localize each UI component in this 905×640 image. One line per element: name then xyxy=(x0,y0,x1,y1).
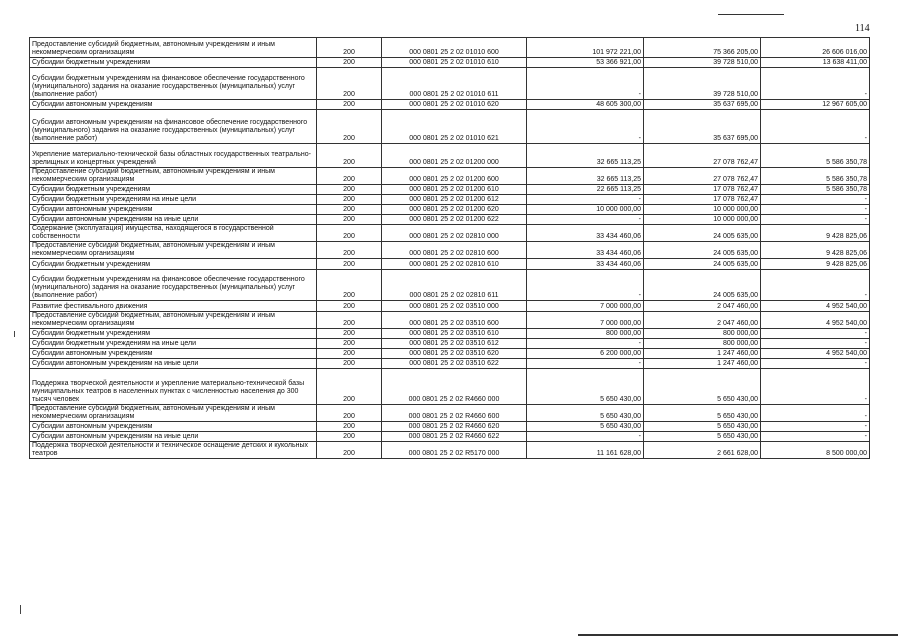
table-row xyxy=(30,432,870,442)
row-value-3: 9 428 825,06 xyxy=(761,225,870,242)
row-value-2: 24 005 635,00 xyxy=(644,242,761,259)
table-row xyxy=(30,270,870,301)
row-value-1: - xyxy=(527,110,644,144)
row-kvr: 200 xyxy=(317,242,382,259)
row-code: 000 0801 25 2 02 02810 600 xyxy=(382,242,527,259)
row-kvr: 200 xyxy=(317,168,382,185)
row-kvr: 200 xyxy=(317,442,382,459)
row-value-1: 32 665 113,25 xyxy=(527,168,644,185)
row-code: 000 0801 25 2 02 01200 000 xyxy=(382,144,527,168)
row-name: Субсидии бюджетным учреждениям на финансовое обеспечение государственного (муниципального) задания на оказание государственных (муниципальных) услуг (выполнение работ) xyxy=(30,68,317,100)
row-value-3: 4 952 540,00 xyxy=(761,349,870,359)
row-code: 000 0801 25 2 02 03510 612 xyxy=(382,339,527,349)
row-value-2: 10 000 000,00 xyxy=(644,205,761,215)
row-code: 000 0801 25 2 02 R4660 620 xyxy=(382,422,527,432)
row-value-3: - xyxy=(761,270,870,301)
row-name: Субсидии бюджетным учреждениям xyxy=(30,185,317,195)
row-value-3: 9 428 825,06 xyxy=(761,259,870,270)
row-code: 000 0801 25 2 02 01010 600 xyxy=(382,38,527,58)
row-value-3: - xyxy=(761,422,870,432)
row-code: 000 0801 25 2 02 R5170 000 xyxy=(382,442,527,459)
row-name: Субсидии бюджетным учреждениям на финансовое обеспечение государственного (муниципального) задания на оказание государственных (муниципальных) услуг (выполнение работ) xyxy=(30,270,317,301)
row-name: Предоставление субсидий бюджетным, автономным учреждениям и иным некоммерческим организациям xyxy=(30,242,317,259)
row-value-3: - xyxy=(761,359,870,369)
table-row xyxy=(30,195,870,205)
row-value-1: 32 665 113,25 xyxy=(527,144,644,168)
row-kvr: 200 xyxy=(317,144,382,168)
budget-table xyxy=(29,37,870,459)
row-name: Предоставление субсидий бюджетным, автономным учреждениям и иным некоммерческим организациям xyxy=(30,312,317,329)
row-value-2: 39 728 510,00 xyxy=(644,68,761,100)
table-row xyxy=(30,144,870,168)
footer-rule xyxy=(578,634,898,636)
row-value-3: 8 500 000,00 xyxy=(761,442,870,459)
row-name: Субсидии автономным учреждениям xyxy=(30,349,317,359)
row-name: Субсидии автономным учреждениям xyxy=(30,100,317,110)
row-value-3: 5 586 350,78 xyxy=(761,168,870,185)
table-row xyxy=(30,242,870,259)
row-value-1: 800 000,00 xyxy=(527,329,644,339)
row-value-1: 6 200 000,00 xyxy=(527,349,644,359)
table-row xyxy=(30,225,870,242)
row-kvr: 200 xyxy=(317,110,382,144)
row-value-2: 35 637 695,00 xyxy=(644,110,761,144)
row-value-3: - xyxy=(761,195,870,205)
row-name: Предоставление субсидий бюджетным, автономным учреждениям и иным некоммерческим организациям xyxy=(30,168,317,185)
row-name: Субсидии автономным учреждениям на иные цели xyxy=(30,215,317,225)
table-row xyxy=(30,301,870,312)
row-value-3: - xyxy=(761,205,870,215)
row-name: Развитие фестивального движения xyxy=(30,301,317,312)
row-value-2: 24 005 635,00 xyxy=(644,259,761,270)
table-row xyxy=(30,100,870,110)
row-kvr: 200 xyxy=(317,215,382,225)
row-code: 000 0801 25 2 02 01010 621 xyxy=(382,110,527,144)
row-value-3: 12 967 605,00 xyxy=(761,100,870,110)
row-value-2: 27 078 762,47 xyxy=(644,144,761,168)
row-value-2: 75 366 205,00 xyxy=(644,38,761,58)
row-value-2: 35 637 695,00 xyxy=(644,100,761,110)
row-value-3: 4 952 540,00 xyxy=(761,301,870,312)
row-value-1: 10 000 000,00 xyxy=(527,205,644,215)
row-value-3: - xyxy=(761,369,870,405)
table-row xyxy=(30,215,870,225)
row-value-2: 2 047 460,00 xyxy=(644,301,761,312)
row-value-3: 4 952 540,00 xyxy=(761,312,870,329)
row-value-2: 24 005 635,00 xyxy=(644,270,761,301)
row-kvr: 200 xyxy=(317,68,382,100)
row-value-1: 101 972 221,00 xyxy=(527,38,644,58)
row-kvr: 200 xyxy=(317,301,382,312)
row-kvr: 200 xyxy=(317,329,382,339)
row-value-3: 9 428 825,06 xyxy=(761,242,870,259)
table-row xyxy=(30,68,870,100)
table-row xyxy=(30,312,870,329)
row-kvr: 200 xyxy=(317,405,382,422)
row-value-2: 5 650 430,00 xyxy=(644,369,761,405)
table-row xyxy=(30,422,870,432)
row-code: 000 0801 25 2 02 R4660 000 xyxy=(382,369,527,405)
row-value-2: 5 650 430,00 xyxy=(644,422,761,432)
table-row xyxy=(30,185,870,195)
row-value-1: 5 650 430,00 xyxy=(527,405,644,422)
row-kvr: 200 xyxy=(317,58,382,68)
row-name: Предоставление субсидий бюджетным, автономным учреждениям и иным некоммерческим организациям xyxy=(30,405,317,422)
row-value-3: - xyxy=(761,339,870,349)
row-name: Субсидии автономным учреждениям на иные цели xyxy=(30,359,317,369)
margin-mark xyxy=(20,605,21,614)
table-row xyxy=(30,205,870,215)
row-kvr: 200 xyxy=(317,369,382,405)
row-value-1: 11 161 628,00 xyxy=(527,442,644,459)
row-name: Субсидии бюджетным учреждениям на иные цели xyxy=(30,195,317,205)
row-value-2: 27 078 762,47 xyxy=(644,168,761,185)
row-value-1: 33 434 460,06 xyxy=(527,225,644,242)
row-code: 000 0801 25 2 02 R4660 600 xyxy=(382,405,527,422)
row-name: Субсидии автономным учреждениям xyxy=(30,422,317,432)
row-code: 000 0801 25 2 02 02810 000 xyxy=(382,225,527,242)
table-row xyxy=(30,259,870,270)
row-kvr: 200 xyxy=(317,205,382,215)
row-value-2: 17 078 762,47 xyxy=(644,195,761,205)
row-value-1: - xyxy=(527,215,644,225)
row-value-3: - xyxy=(761,68,870,100)
row-code: 000 0801 25 2 02 02810 611 xyxy=(382,270,527,301)
row-name: Субсидии бюджетным учреждениям xyxy=(30,329,317,339)
row-code: 000 0801 25 2 02 01200 610 xyxy=(382,185,527,195)
row-value-1: - xyxy=(527,270,644,301)
row-value-1: - xyxy=(527,339,644,349)
row-value-2: 39 728 510,00 xyxy=(644,58,761,68)
row-name: Субсидии бюджетным учреждениям xyxy=(30,58,317,68)
header-rule xyxy=(718,14,784,15)
row-kvr: 200 xyxy=(317,359,382,369)
row-kvr: 200 xyxy=(317,225,382,242)
row-value-2: 1 247 460,00 xyxy=(644,359,761,369)
row-name: Поддержка творческой деятельности и техническое оснащение детских и кукольных театров xyxy=(30,442,317,459)
row-name: Предоставление субсидий бюджетным, автономным учреждениям и иным некоммерческим организациям xyxy=(30,38,317,58)
row-value-1: 7 000 000,00 xyxy=(527,301,644,312)
row-value-1: - xyxy=(527,195,644,205)
row-kvr: 200 xyxy=(317,38,382,58)
table-row xyxy=(30,58,870,68)
table-row xyxy=(30,329,870,339)
row-value-3: - xyxy=(761,329,870,339)
page-number: 114 xyxy=(855,23,870,34)
table-row xyxy=(30,442,870,459)
row-value-3: 26 606 016,00 xyxy=(761,38,870,58)
table-row xyxy=(30,110,870,144)
margin-mark xyxy=(14,331,15,337)
row-value-2: 2 661 628,00 xyxy=(644,442,761,459)
row-value-2: 800 000,00 xyxy=(644,339,761,349)
row-value-1: 53 366 921,00 xyxy=(527,58,644,68)
row-kvr: 200 xyxy=(317,259,382,270)
table-row xyxy=(30,405,870,422)
row-code: 000 0801 25 2 02 01200 612 xyxy=(382,195,527,205)
row-value-1: 5 650 430,00 xyxy=(527,422,644,432)
row-name: Поддержка творческой деятельности и укрепление материально-технической базы муниципальных театров в населенных пунктах с численностью населения до 300 тысяч человек xyxy=(30,369,317,405)
row-value-1: 48 605 300,00 xyxy=(527,100,644,110)
row-value-3: - xyxy=(761,110,870,144)
row-kvr: 200 xyxy=(317,349,382,359)
row-value-1: - xyxy=(527,432,644,442)
row-value-1: - xyxy=(527,68,644,100)
row-kvr: 200 xyxy=(317,270,382,301)
row-value-1: 22 665 113,25 xyxy=(527,185,644,195)
row-name: Содержание (эксплуатация) имущества, находящегося в государственной собственности xyxy=(30,225,317,242)
row-value-3: - xyxy=(761,432,870,442)
row-value-2: 1 247 460,00 xyxy=(644,349,761,359)
row-kvr: 200 xyxy=(317,312,382,329)
row-kvr: 200 xyxy=(317,100,382,110)
row-value-2: 5 650 430,00 xyxy=(644,432,761,442)
row-kvr: 200 xyxy=(317,422,382,432)
row-code: 000 0801 25 2 02 01010 611 xyxy=(382,68,527,100)
row-value-2: 10 000 000,00 xyxy=(644,215,761,225)
row-name: Субсидии автономным учреждениям на иные цели xyxy=(30,432,317,442)
row-code: 000 0801 25 2 02 03510 620 xyxy=(382,349,527,359)
row-value-2: 5 650 430,00 xyxy=(644,405,761,422)
row-kvr: 200 xyxy=(317,185,382,195)
row-code: 000 0801 25 2 02 02810 610 xyxy=(382,259,527,270)
row-value-3: 5 586 350,78 xyxy=(761,185,870,195)
row-value-1: 5 650 430,00 xyxy=(527,369,644,405)
row-value-1: 33 434 460,06 xyxy=(527,259,644,270)
table-row xyxy=(30,38,870,58)
row-value-1: 7 000 000,00 xyxy=(527,312,644,329)
row-code: 000 0801 25 2 02 03510 000 xyxy=(382,301,527,312)
table-row xyxy=(30,339,870,349)
row-name: Субсидии бюджетным учреждениям на иные цели xyxy=(30,339,317,349)
table-row xyxy=(30,349,870,359)
table-row xyxy=(30,168,870,185)
row-name: Субсидии автономным учреждениям на финансовое обеспечение государственного (муниципального) задания на оказание государственных (муниципальных) услуг (выполнение работ) xyxy=(30,110,317,144)
table-row xyxy=(30,369,870,405)
row-value-2: 800 000,00 xyxy=(644,329,761,339)
row-code: 000 0801 25 2 02 01010 610 xyxy=(382,58,527,68)
row-code: 000 0801 25 2 02 03510 600 xyxy=(382,312,527,329)
row-name: Субсидии бюджетным учреждениям xyxy=(30,259,317,270)
row-value-3: - xyxy=(761,405,870,422)
row-code: 000 0801 25 2 02 03510 622 xyxy=(382,359,527,369)
row-value-3: - xyxy=(761,215,870,225)
row-value-3: 5 586 350,78 xyxy=(761,144,870,168)
row-code: 000 0801 25 2 02 01200 600 xyxy=(382,168,527,185)
table-row xyxy=(30,359,870,369)
row-name: Укрепление материально-технической базы областных государственных театрально-зрелищных и концертных учреждений xyxy=(30,144,317,168)
row-value-2: 2 047 460,00 xyxy=(644,312,761,329)
row-code: 000 0801 25 2 02 R4660 622 xyxy=(382,432,527,442)
row-name: Субсидии автономным учреждениям xyxy=(30,205,317,215)
row-value-2: 17 078 762,47 xyxy=(644,185,761,195)
row-code: 000 0801 25 2 02 01200 620 xyxy=(382,205,527,215)
row-code: 000 0801 25 2 02 01200 622 xyxy=(382,215,527,225)
row-code: 000 0801 25 2 02 01010 620 xyxy=(382,100,527,110)
row-value-1: - xyxy=(527,359,644,369)
row-value-1: 33 434 460,06 xyxy=(527,242,644,259)
row-kvr: 200 xyxy=(317,339,382,349)
row-value-3: 13 638 411,00 xyxy=(761,58,870,68)
row-code: 000 0801 25 2 02 03510 610 xyxy=(382,329,527,339)
row-value-2: 24 005 635,00 xyxy=(644,225,761,242)
budget-table-body xyxy=(30,38,870,459)
row-kvr: 200 xyxy=(317,432,382,442)
row-kvr: 200 xyxy=(317,195,382,205)
